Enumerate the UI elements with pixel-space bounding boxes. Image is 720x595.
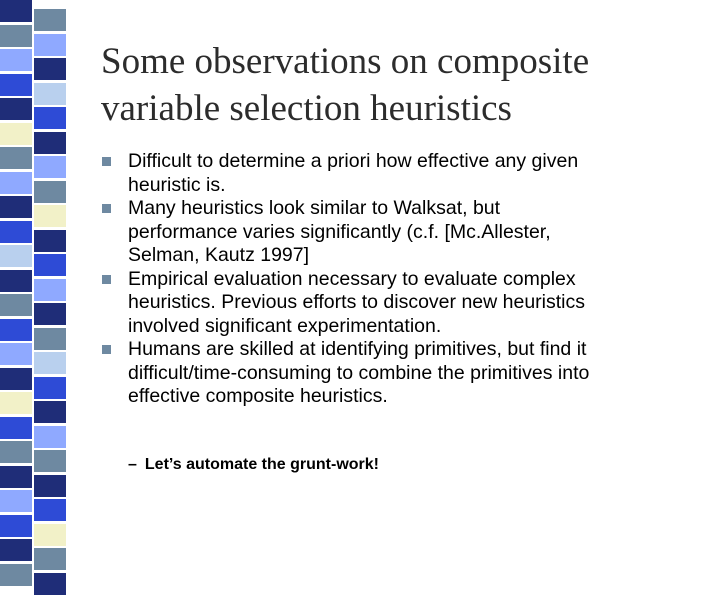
stripe-block: [0, 490, 32, 512]
bullet-text-line: Empirical evaluation necessary to evaluate complex: [128, 267, 576, 290]
bullet-item: [102, 338, 702, 409]
stripe-block: [0, 466, 32, 488]
stripe-block: [34, 156, 66, 178]
stripe-block: [34, 499, 66, 521]
stripe-block: [0, 123, 32, 145]
bullet-text-line: effective composite heuristics.: [128, 385, 388, 407]
stripe-block: [0, 368, 32, 390]
stripe-block: [34, 303, 66, 325]
stripe-block: [34, 450, 66, 472]
bullet-text-line: performance varies significantly (c.f. [Mc.Allester,: [128, 220, 551, 243]
stripe-block: [0, 515, 32, 537]
square-bullet-icon: [102, 204, 111, 213]
bullet-text-line: Difficult to determine a priori how effective any given: [128, 150, 579, 172]
stripe-block: [34, 377, 66, 399]
stripe-block: [0, 392, 32, 414]
stripe-block: [0, 221, 32, 243]
bullet-item: [102, 268, 702, 339]
stripe-block: [34, 475, 66, 497]
title-line-2: variable selection heuristics: [101, 88, 512, 129]
stripe-block: [34, 401, 66, 423]
stripe-block: [0, 25, 32, 47]
bullet-text-line: heuristic is.: [128, 173, 226, 196]
slide-title: [101, 38, 701, 132]
stripe-block: [34, 524, 66, 546]
stripe-block: [0, 270, 32, 292]
bullet-text-line: difficult/time-consuming to combine the primitives into: [128, 361, 590, 384]
square-bullet-icon: [102, 275, 111, 284]
stripe-block: [34, 132, 66, 154]
stripe-block: [34, 328, 66, 350]
sub-bullet: [128, 456, 379, 474]
sub-bullet-text: Let’s automate the grunt-work!: [144, 456, 379, 473]
bullet-text-line: involved significant experimentation.: [128, 314, 442, 337]
bullet-text-line: Selman, Kautz 1997]: [128, 244, 310, 266]
stripe-block: [34, 34, 66, 56]
bullet-list: [102, 150, 702, 409]
stripe-block: [0, 147, 32, 169]
stripe-block: [0, 564, 32, 586]
stripe-block: [34, 205, 66, 227]
stripe-block: [0, 98, 32, 120]
stripe-block: [34, 352, 66, 374]
bullet-text-line: Many heuristics look similar to Walksat, but: [128, 197, 501, 219]
bullet-text-line: Humans are skilled at identifying primitives, but find it: [128, 338, 587, 360]
stripe-block: [34, 58, 66, 80]
stripe-block: [34, 9, 66, 31]
stripe-block: [34, 181, 66, 203]
decorative-side-stripe: [0, 0, 68, 540]
stripe-block: [0, 0, 32, 22]
square-bullet-icon: [102, 157, 111, 166]
stripe-block: [34, 548, 66, 570]
stripe-block: [0, 343, 32, 365]
stripe-block: [0, 172, 32, 194]
stripe-block: [0, 539, 32, 561]
stripe-block: [34, 230, 66, 252]
bullet-item: [102, 197, 702, 268]
stripe-block: [34, 107, 66, 129]
stripe-block: [0, 196, 32, 218]
stripe-block: [34, 279, 66, 301]
dash-bullet: –: [128, 456, 137, 473]
bullet-text-line: heuristics. Previous efforts to discover new heuristics: [128, 291, 585, 313]
title-line-1: Some observations on composite: [101, 41, 590, 82]
stripe-block: [0, 319, 32, 341]
stripe-block: [34, 254, 66, 276]
stripe-block: [0, 245, 32, 267]
stripe-block: [34, 83, 66, 105]
bullet-item: [102, 150, 702, 197]
stripe-block: [0, 417, 32, 439]
stripe-block: [34, 426, 66, 448]
stripe-block: [0, 49, 32, 71]
stripe-block: [0, 294, 32, 316]
stripe-block: [0, 74, 32, 96]
stripe-block: [34, 573, 66, 595]
stripe-block: [0, 441, 32, 463]
square-bullet-icon: [102, 345, 111, 354]
